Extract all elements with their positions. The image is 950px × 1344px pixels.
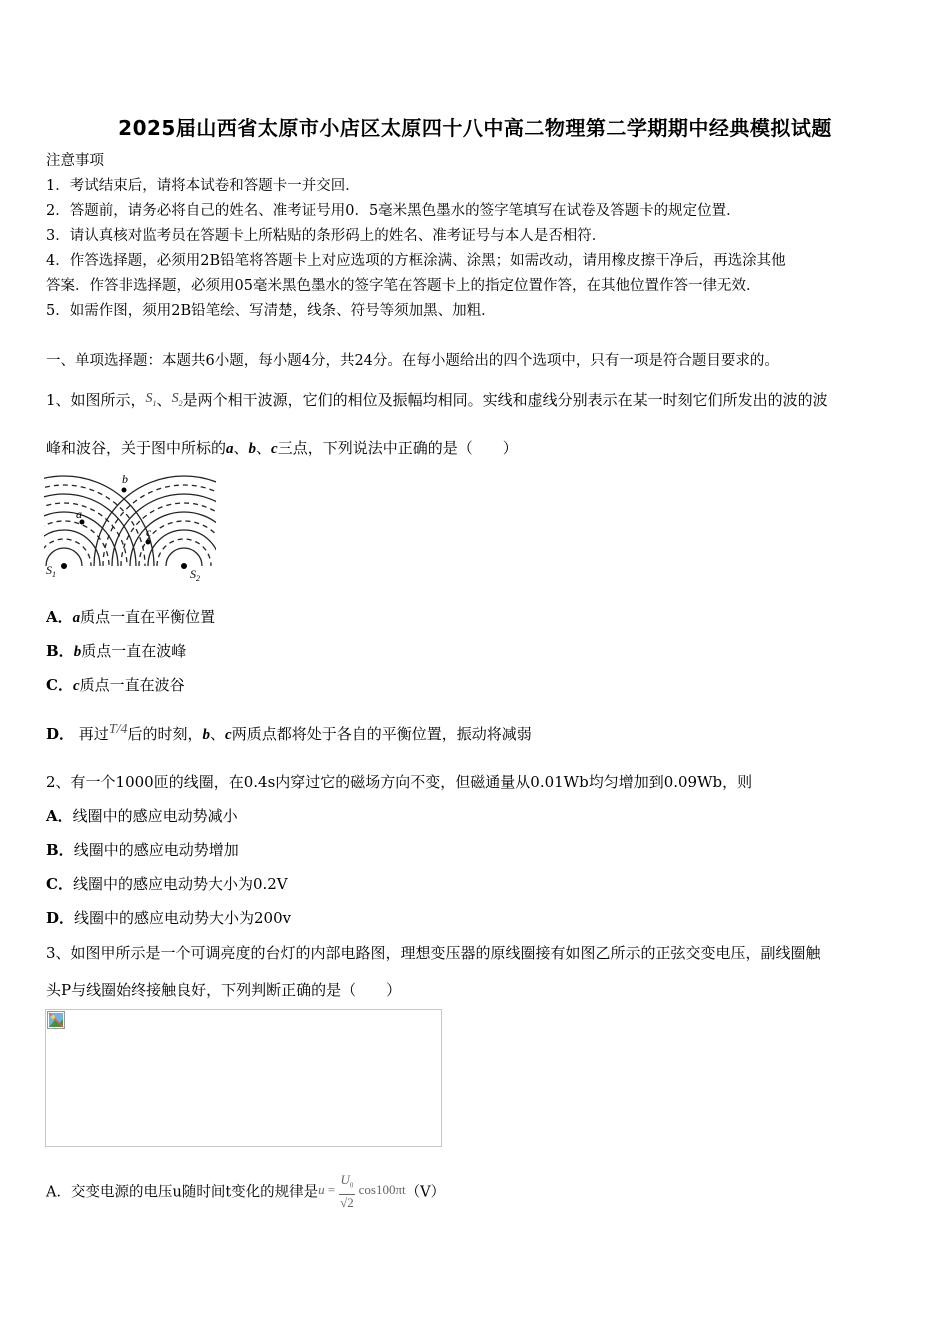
q1-option-c[interactable]	[46, 674, 185, 695]
notice-item: 4．作答选择题，必须用2B铅笔将答题卡上对应选项的方框涂满、涂黑；如需改动，请用橡皮擦干净后，再选涂其他	[46, 253, 786, 269]
label-s1-sub: 1	[52, 570, 56, 579]
q3-line1: 3、如图甲所示是一个可调亮度的台灯的内部电路图，理想变压器的原线圈接有如图乙所示的正弦交变电压，副线圈触	[46, 944, 821, 962]
notice-item: 5．如需作图，须用2B铅笔绘、写清楚，线条、符号等须加黑、加粗．	[46, 303, 496, 319]
q1-option-a[interactable]	[46, 606, 215, 627]
formula-num-u: U	[340, 1172, 350, 1187]
option-letter: C．	[46, 875, 73, 893]
s2-trough-1	[157, 539, 211, 566]
option-var: b	[202, 727, 211, 743]
label-s1-main: S	[46, 563, 52, 577]
q1-var-a: a	[226, 441, 234, 457]
formula-num-sub: 0	[349, 1181, 354, 1190]
option-var: a	[72, 610, 81, 626]
option-letter: A．	[46, 608, 73, 626]
wave-interference-figure	[44, 466, 216, 584]
formula-u: u	[318, 1181, 325, 1197]
option-text: 线圈中的感应电动势减小	[72, 807, 238, 825]
option-letter: B．	[46, 642, 74, 660]
q2-stem: 2、有一个1000匝的线圈，在0.4s内穿过它的磁场方向不变，但磁通量从0.01Wb均匀增加到0.09Wb，则	[46, 773, 753, 791]
option-var: c	[225, 727, 232, 743]
q1-dun: 、	[233, 439, 249, 457]
label-b: b	[122, 472, 128, 486]
notice-item: 1．考试结束后，请将本试卷和答题卡一并交回．	[46, 178, 360, 194]
option-text: 质点一直在波峰	[81, 642, 187, 660]
notice-heading: 注意事项	[46, 153, 104, 169]
option-text: 交变电源的电压u随时间t变化的规律是	[70, 1184, 319, 1201]
q3-option-a[interactable]	[46, 1172, 445, 1210]
s2-crest-4	[112, 494, 216, 566]
q1-line2-a: 峰和波谷，关于图中所标的	[46, 439, 227, 457]
label-s2	[190, 567, 200, 583]
notice-item: 答案．作答非选择题，必须用05毫米黑色墨水的签字笔在答题卡上的指定位置作答，在其他位置作答一律无效．	[46, 278, 761, 294]
option-text: 线圈中的感应电动势大小为0.2V	[72, 875, 288, 893]
label-s2-main: S	[190, 567, 196, 581]
voltage-formula	[318, 1172, 406, 1210]
option-pre: 再过	[78, 725, 109, 743]
formula-numerator	[339, 1172, 356, 1195]
q3-line2: 头P与线圈始终接触良好，下列判断正确的是（ ）	[46, 981, 402, 999]
option-var: c	[72, 678, 80, 694]
option-letter: C．	[46, 676, 73, 694]
option-text: 线圈中的感应电动势增加	[73, 841, 239, 859]
t-quarter-formula: T/4	[108, 722, 128, 737]
label-s2-sub: 2	[196, 574, 200, 583]
q1-line2-b: 三点，下列说法中正确的是（ ）	[277, 439, 518, 457]
formula-denominator: √2	[340, 1194, 354, 1210]
q1-option-d[interactable]	[46, 722, 532, 744]
formula-eq: =	[327, 1181, 336, 1197]
section-heading: 一、单项选择题：本题共6小题，每小题4分，共24分。在每小题给出的四个选项中，只有一项是符合题目要求的。	[46, 353, 779, 369]
q1-dun: 、	[256, 439, 272, 457]
q1-line1-rest: 是两个相干波源，它们的相位及振幅均相同。实线和虚线分别表示在某一时刻它们所发出的波的波	[182, 391, 828, 409]
s2-crest-3	[130, 512, 216, 566]
option-letter: D．	[46, 909, 75, 927]
broken-image-icon	[47, 1011, 65, 1029]
option-text: 线圈中的感应电动势大小为200v	[74, 909, 292, 927]
s1-crest-2	[44, 530, 100, 566]
formula-fraction	[339, 1172, 356, 1210]
point-b	[122, 488, 127, 493]
q1-line1	[46, 389, 828, 410]
notice-item: 2．答题前，请务必将自己的姓名、准考证号用0．5毫米黑色墨水的签字笔填写在试卷及答题卡的规定位置．	[46, 203, 741, 219]
point-c	[146, 540, 151, 545]
source-s1-point	[61, 563, 67, 569]
option-text: 质点一直在平衡位置	[80, 608, 216, 626]
formula-tail: cos100πt	[358, 1181, 406, 1197]
q2-option-c[interactable]	[46, 873, 288, 894]
q1-sep: 、	[156, 391, 172, 409]
option-letter: A．	[46, 807, 73, 825]
q1-s2: S	[171, 391, 179, 406]
q1-s1: S	[145, 391, 153, 406]
q1-s2-sub: 2	[178, 398, 183, 408]
q2-option-b[interactable]	[46, 839, 239, 860]
q1-var-b: b	[248, 441, 257, 457]
option-unit: （V）	[405, 1184, 446, 1201]
q2-option-d[interactable]	[46, 907, 291, 928]
q1-prefix: 1、如图所示，	[46, 391, 146, 409]
label-c: c	[146, 525, 152, 539]
option-letter: D．	[46, 725, 75, 743]
option-var: b	[73, 644, 82, 660]
option-text: 质点一直在波谷	[79, 676, 185, 694]
option-mid: 后的时刻，	[127, 725, 203, 743]
label-a: a	[76, 507, 82, 521]
q1-s1-sub: 1	[152, 398, 157, 408]
q1-line2	[46, 437, 518, 458]
option-letter: A．	[46, 1184, 71, 1201]
missing-image-placeholder	[45, 1009, 442, 1147]
label-s1	[46, 563, 56, 579]
s1-trough-1	[44, 539, 91, 566]
source-s2-point	[181, 563, 187, 569]
q2-option-a[interactable]	[46, 805, 238, 826]
page-title: 2025届山西省太原市小店区太原四十八中高二物理第二学期期中经典模拟试题	[118, 116, 832, 140]
option-text: 两质点都将处于各自的平衡位置，振动将减弱	[231, 725, 532, 743]
notice-item: 3．请认真核对监考员在答题卡上所粘贴的条形码上的姓名、准考证号与本人是否相符．	[46, 228, 607, 244]
q1-var-c: c	[271, 441, 278, 457]
option-letter: B．	[46, 841, 74, 859]
option-dun: 、	[210, 725, 226, 743]
q1-option-b[interactable]	[46, 640, 186, 661]
